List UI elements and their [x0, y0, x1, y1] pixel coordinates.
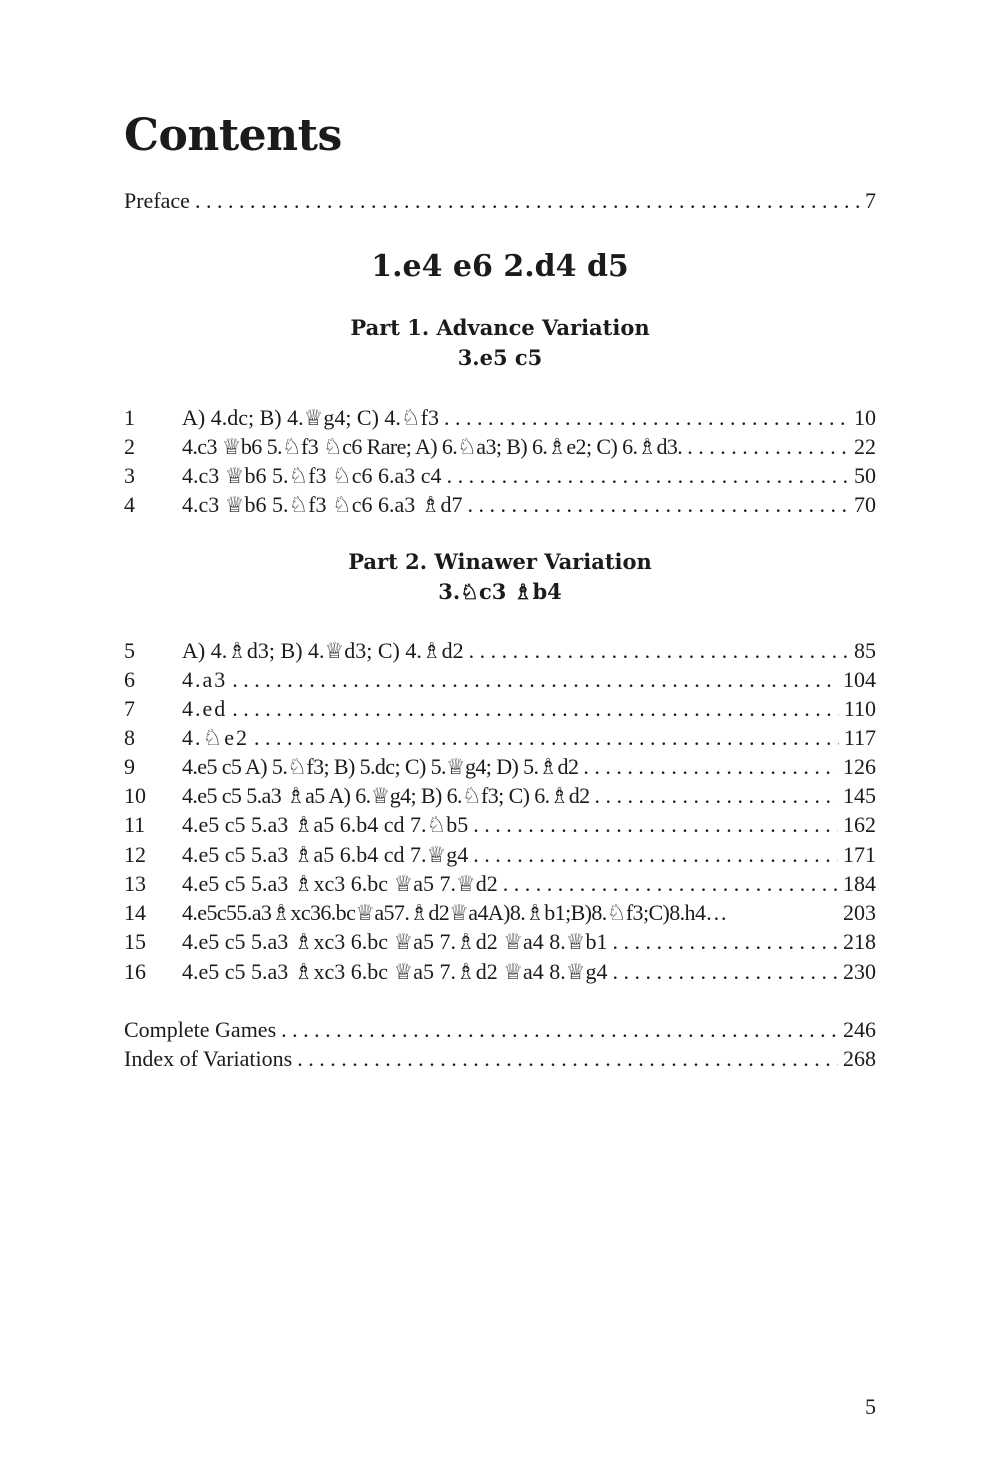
chapter-number: 5 [124, 638, 135, 663]
opening-heading: 1.e4 e6 2.d4 d5 [371, 249, 629, 284]
chapter-title: 4.c3 ♕b6 5.♘f3 ♘c6 6.a3 c4 [182, 463, 442, 488]
chapter-page-number: 10 [854, 405, 876, 430]
toc-chapter-14[interactable] [124, 898, 876, 927]
leader-dots [583, 752, 838, 781]
toc-chapter-13[interactable] [124, 869, 876, 898]
chapter-number: 15 [124, 929, 146, 954]
page-title: Contents [124, 110, 342, 161]
toc-chapter-1[interactable] [124, 403, 876, 432]
chapter-number: 14 [124, 900, 146, 925]
chapter-number: 8 [124, 725, 135, 750]
toc-chapter-2[interactable] [124, 432, 876, 461]
leader-dots [469, 636, 849, 665]
toc-page-number: 7 [865, 188, 876, 213]
toc-chapter-11[interactable] [124, 810, 876, 839]
leader-dots [595, 781, 838, 810]
chapter-page-number: 110 [843, 696, 876, 721]
part1-subtitle: 3.e5 c5 [457, 345, 543, 370]
chapter-number: 16 [124, 959, 146, 984]
chapter-title: 4.a3 [182, 667, 228, 692]
leader-dots [195, 186, 860, 215]
toc-chapter-3[interactable] [124, 461, 876, 490]
leader-dots [297, 1044, 838, 1073]
toc-page-number: 268 [843, 1046, 876, 1071]
chapter-number: 9 [124, 754, 135, 779]
leader-dots [232, 694, 839, 723]
chapter-number: 4 [124, 492, 135, 517]
toc-chapter-8[interactable] [124, 723, 876, 752]
leader-dots [281, 1015, 838, 1044]
chapter-title: 4.♘e2 [182, 725, 249, 750]
toc-chapter-15[interactable] [124, 927, 876, 956]
chapter-page-number: 50 [854, 463, 876, 488]
toc-chapter-10[interactable] [124, 781, 876, 810]
chapter-title: 4.e5 c5 5.a3 ♗a5 6.b4 cd 7.♕g4 [182, 842, 469, 867]
toc-entry-preface[interactable] [124, 186, 876, 215]
chapter-title: 4.e5c55.a3♗xc36.bc♕a57.♗d2♕a4A)8.♗b1;B)8.♘f3;C)8.h4… [182, 900, 727, 925]
chapter-title: 4.c3 ♕b6 5.♘f3 ♘c6 Rare; A) 6.♘a3; B) 6.♗e2; C) 6.♗d3. [182, 434, 683, 459]
leader-dots [232, 665, 838, 694]
toc-chapter-12[interactable] [124, 840, 876, 869]
leader-dots [687, 432, 849, 461]
leader-dots [612, 927, 838, 956]
chapter-page-number: 162 [843, 812, 876, 837]
part1-title: Part 1. Advance Variation [350, 315, 650, 340]
leader-dots [444, 403, 849, 432]
part2-subtitle: 3.♘c3 ♗b4 [438, 579, 562, 604]
leader-dots [254, 723, 839, 752]
chapter-title: 4.e5 c5 5.a3 ♗a5 6.b4 cd 7.♘b5 [182, 812, 469, 837]
chapter-page-number: 171 [843, 842, 876, 867]
chapter-number: 13 [124, 871, 146, 896]
chapter-number: 12 [124, 842, 146, 867]
chapter-title: 4.ed [182, 696, 228, 721]
chapter-page-number: 145 [843, 783, 876, 808]
chapter-title: 4.c3 ♕b6 5.♘f3 ♘c6 6.a3 ♗d7 [182, 492, 463, 517]
toc-chapter-7[interactable] [124, 694, 876, 723]
chapter-title: 4.e5 c5 5.a3 ♗a5 A) 6.♕g4; B) 6.♘f3; C) 6.♗d2 [182, 783, 590, 808]
chapter-page-number: 85 [854, 638, 876, 663]
chapter-number: 10 [124, 783, 146, 808]
leader-dots [468, 490, 849, 519]
chapter-title: 4.e5 c5 5.a3 ♗xc3 6.bc ♕a5 7.♗d2 ♕a4 8.♕b1 [182, 929, 608, 954]
page-number: 5 [865, 1394, 876, 1419]
chapter-page-number: 126 [843, 754, 876, 779]
chapter-page-number: 117 [843, 725, 876, 750]
chapter-title: A) 4.dc; B) 4.♕g4; C) 4.♘f3 [182, 405, 439, 430]
chapter-page-number: 218 [843, 929, 876, 954]
chapter-number: 1 [124, 405, 135, 430]
toc-entry-index-of-variations[interactable] [124, 1044, 876, 1073]
chapter-title: 4.e5 c5 A) 5.♘f3; B) 5.dc; C) 5.♕g4; D) 5.♗d2 [182, 754, 579, 779]
chapter-title: A) 4.♗d3; B) 4.♕d3; C) 4.♗d2 [182, 638, 464, 663]
toc-entry-label: Index of Variations [124, 1046, 293, 1071]
leader-dots [612, 957, 838, 986]
chapter-page-number: 203 [843, 900, 876, 925]
toc-entry-label: Complete Games [124, 1017, 277, 1042]
chapter-page-number: 22 [854, 434, 876, 459]
toc-page-number: 246 [843, 1017, 876, 1042]
chapter-page-number: 184 [843, 871, 876, 896]
chapter-page-number: 230 [843, 959, 876, 984]
part2-title: Part 2. Winawer Variation [348, 549, 652, 574]
leader-dots [503, 869, 838, 898]
toc-chapter-16[interactable] [124, 957, 876, 986]
chapter-page-number: 104 [843, 667, 876, 692]
toc-entry-complete-games[interactable] [124, 1015, 876, 1044]
leader-dots [473, 810, 838, 839]
contents-page [124, 0, 876, 1483]
toc-chapter-9[interactable] [124, 752, 876, 781]
chapter-page-number: 70 [854, 492, 876, 517]
chapter-title: 4.e5 c5 5.a3 ♗xc3 6.bc ♕a5 7.♗d2 ♕a4 8.♕g4 [182, 959, 608, 984]
chapter-number: 2 [124, 434, 135, 459]
chapter-number: 3 [124, 463, 135, 488]
chapter-number: 6 [124, 667, 135, 692]
toc-chapter-6[interactable] [124, 665, 876, 694]
toc-entry-label: Preface [124, 188, 190, 213]
toc-chapter-4[interactable] [124, 490, 876, 519]
chapter-number: 7 [124, 696, 135, 721]
leader-dots [447, 461, 849, 490]
chapter-title: 4.e5 c5 5.a3 ♗xc3 6.bc ♕a5 7.♕d2 [182, 871, 498, 896]
leader-dots [473, 840, 838, 869]
toc-chapter-5[interactable] [124, 636, 876, 665]
chapter-number: 11 [124, 812, 146, 837]
